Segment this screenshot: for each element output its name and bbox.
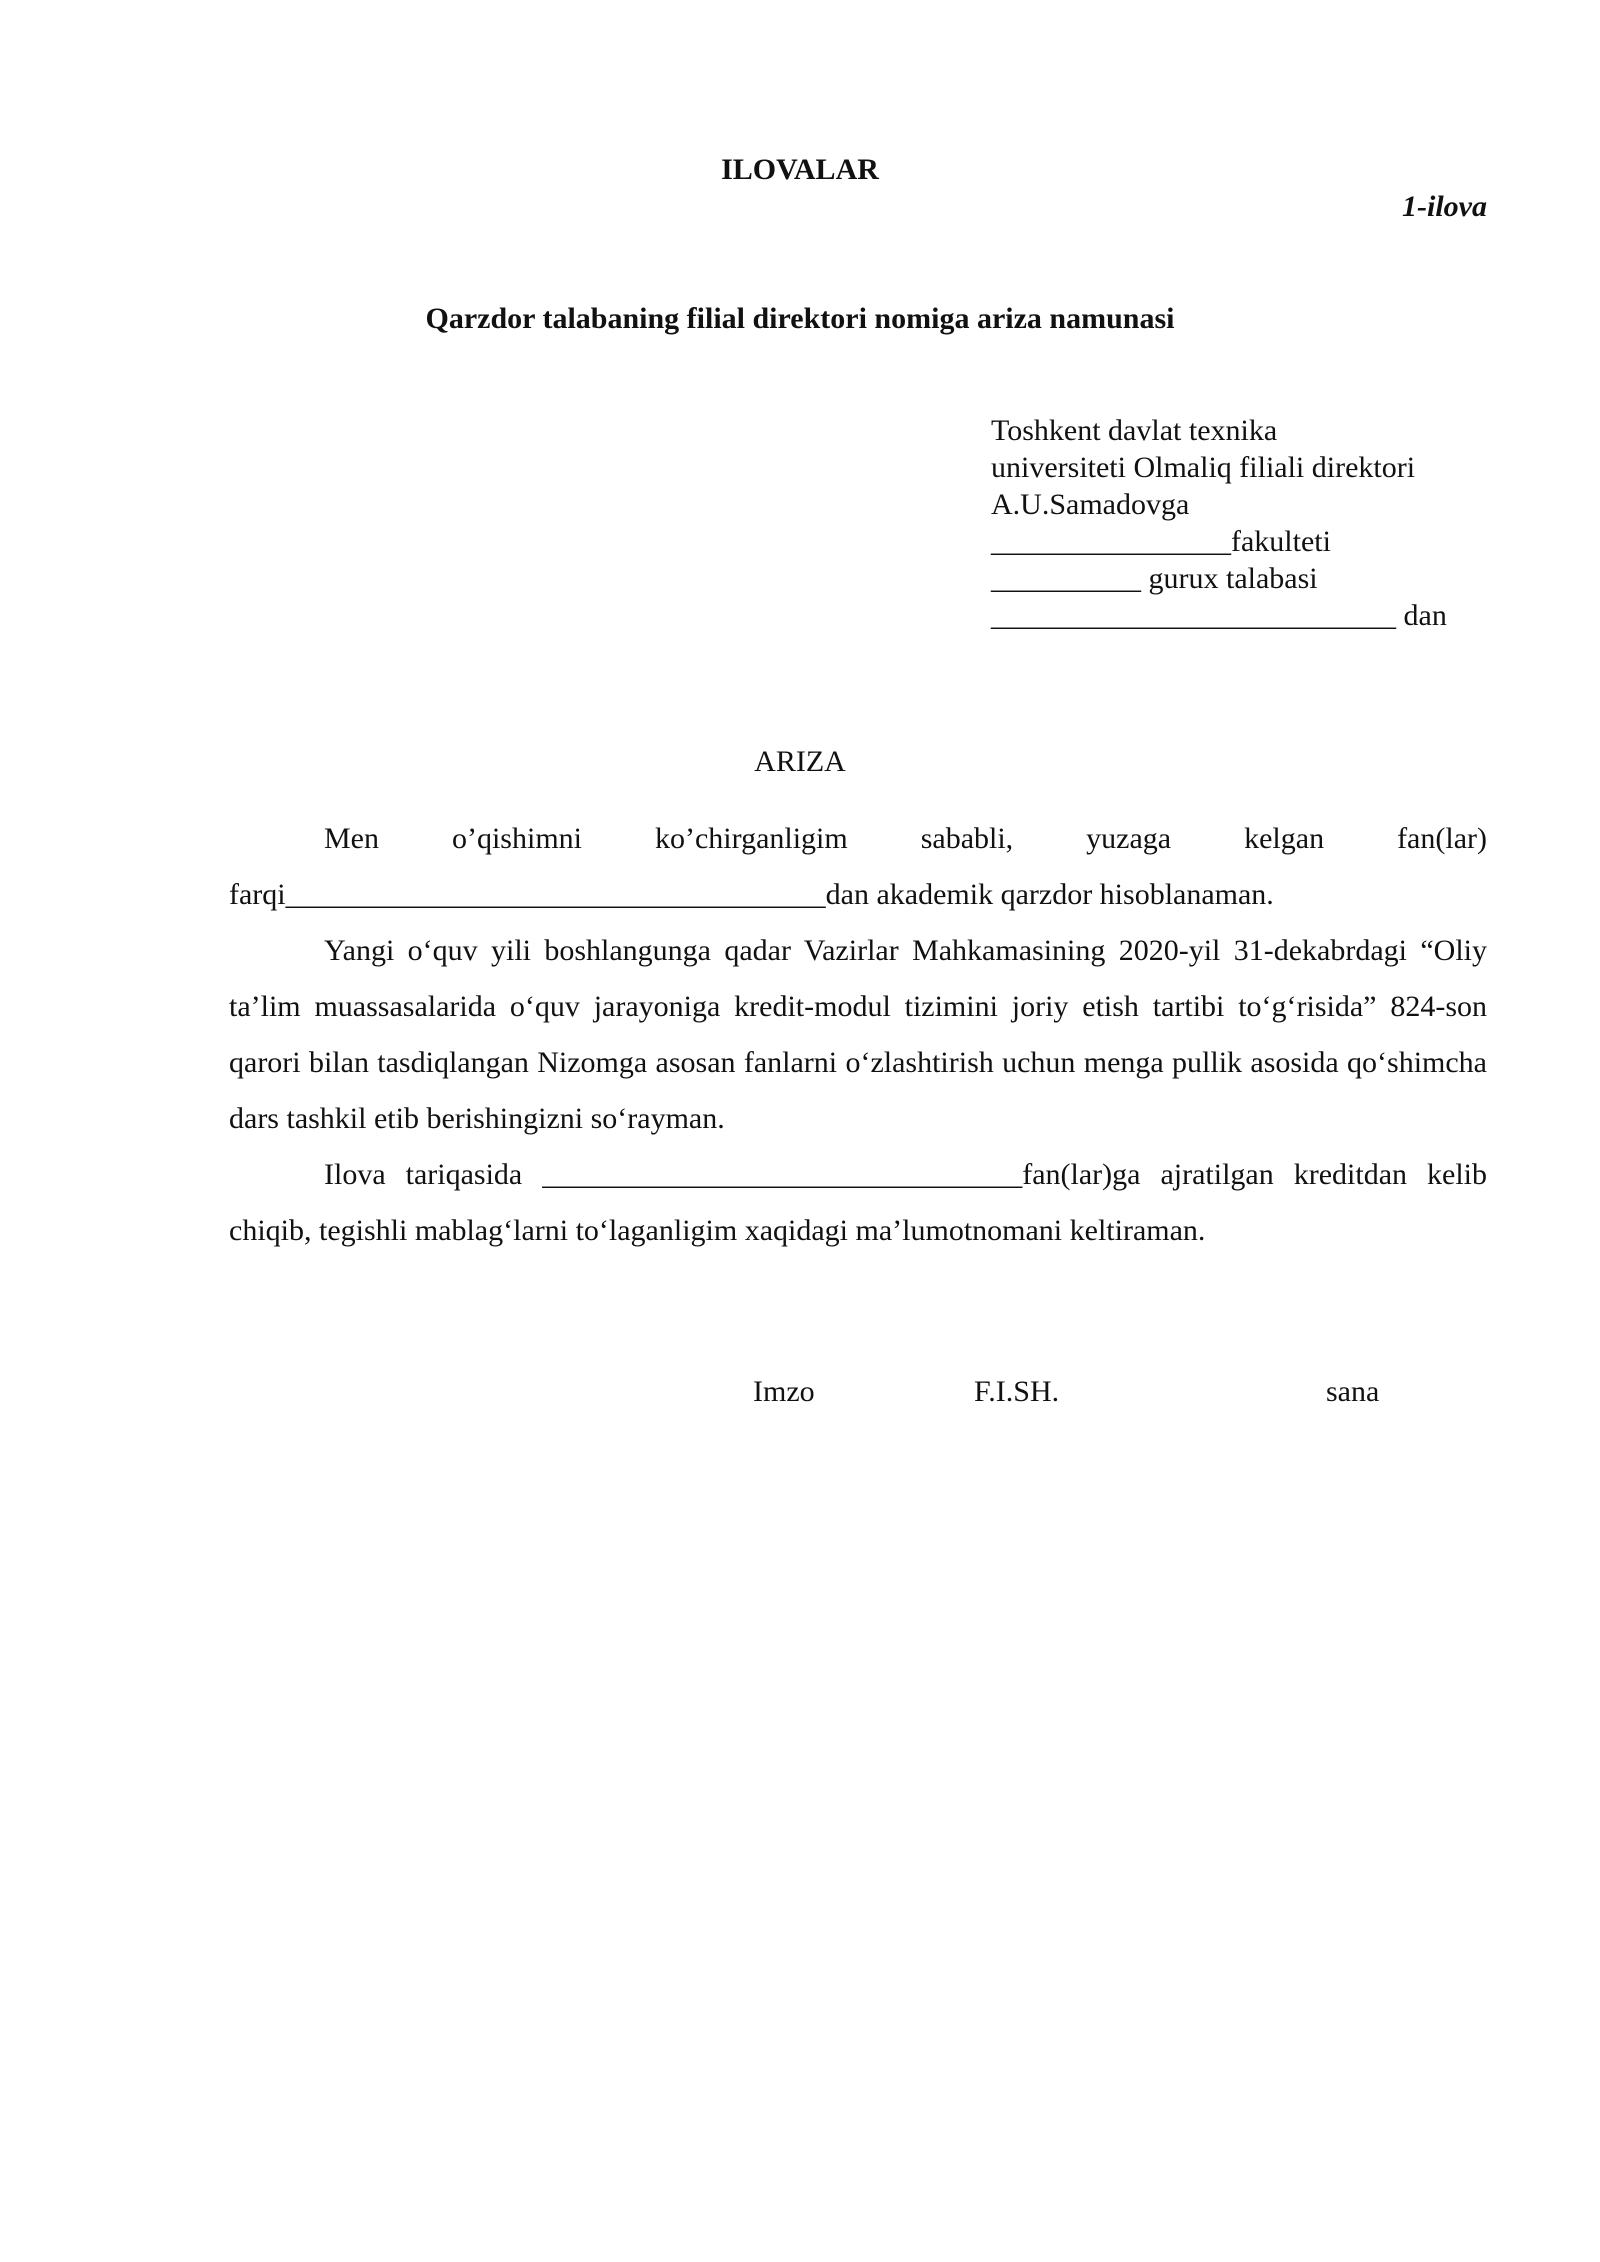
- subjects-blank[interactable]: ________________________________: [542, 1158, 1023, 1191]
- from-blank[interactable]: ___________________________: [991, 599, 1396, 632]
- faculty-blank[interactable]: ________________: [991, 525, 1231, 558]
- faculty-label: fakulteti: [1231, 525, 1331, 558]
- appendices-heading: ILOVALAR: [721, 153, 879, 186]
- application-body: [229, 811, 1487, 1259]
- addressee-line-1: Toshkent davlat texnika: [991, 414, 1278, 447]
- faculty-line: [991, 523, 1511, 560]
- group-label: gurux talabasi: [1141, 562, 1318, 595]
- addressee-block: [991, 412, 1511, 634]
- paragraph-1-line-1: Men o’qishimni ko’chirganligim sababli, yuzaga kelgan fan(lar): [324, 822, 1487, 855]
- paragraph-3-start: Ilova tariqasida: [324, 1158, 543, 1191]
- paragraph-1-line-2: [229, 867, 1487, 923]
- signature-row: [0, 1375, 1600, 1419]
- signature-label: Imzo: [753, 1375, 815, 1408]
- application-title: ARIZA: [754, 745, 846, 778]
- addressee-line-2: universiteti Olmaliq filiali direktori: [991, 451, 1416, 484]
- appendix-number: 1-ilova: [1402, 190, 1487, 223]
- date-label: sana: [1326, 1375, 1380, 1408]
- from-label: dan: [1396, 599, 1447, 632]
- addressee-line-3: A.U.Samadovga: [991, 488, 1190, 521]
- paragraph-1-end: dan akademik qarzdor hisoblanaman.: [825, 878, 1274, 911]
- form-title: Qarzdor talabaning filial direktori nomiga ariza namunasi: [425, 302, 1175, 335]
- subject-difference-blank[interactable]: ____________________________________: [285, 878, 826, 911]
- paragraph-3: [229, 1147, 1487, 1259]
- paragraph-1-start: farqi: [229, 878, 286, 911]
- paragraph-3-end: fan(lar)ga ajratilgan kreditdan kelib chiqib, tegishli mablag‘larni to‘laganligim xaqidagi ma’lumotnomani keltiraman.: [229, 1158, 1487, 1247]
- from-line: [991, 597, 1511, 634]
- group-blank[interactable]: __________: [991, 562, 1141, 595]
- paragraph-2: Yangi o‘quv yili boshlangunga qadar Vazirlar Mahkamasining 2020-yil 31-dekabrdagi “Oliy ta’lim muassasalarida o‘quv jarayoniga kredit-modul tizimini joriy etish tartibi to‘g‘risida” 824-son qarori bilan tasdiqlangan Nizomga asosan fanlarni o‘zlashtirish uchun menga pullik asosida qo‘shimcha dars tashkil etib berishingizni so‘rayman.: [229, 934, 1487, 1135]
- group-line: [991, 560, 1511, 597]
- full-name-label: F.I.SH.: [974, 1375, 1060, 1408]
